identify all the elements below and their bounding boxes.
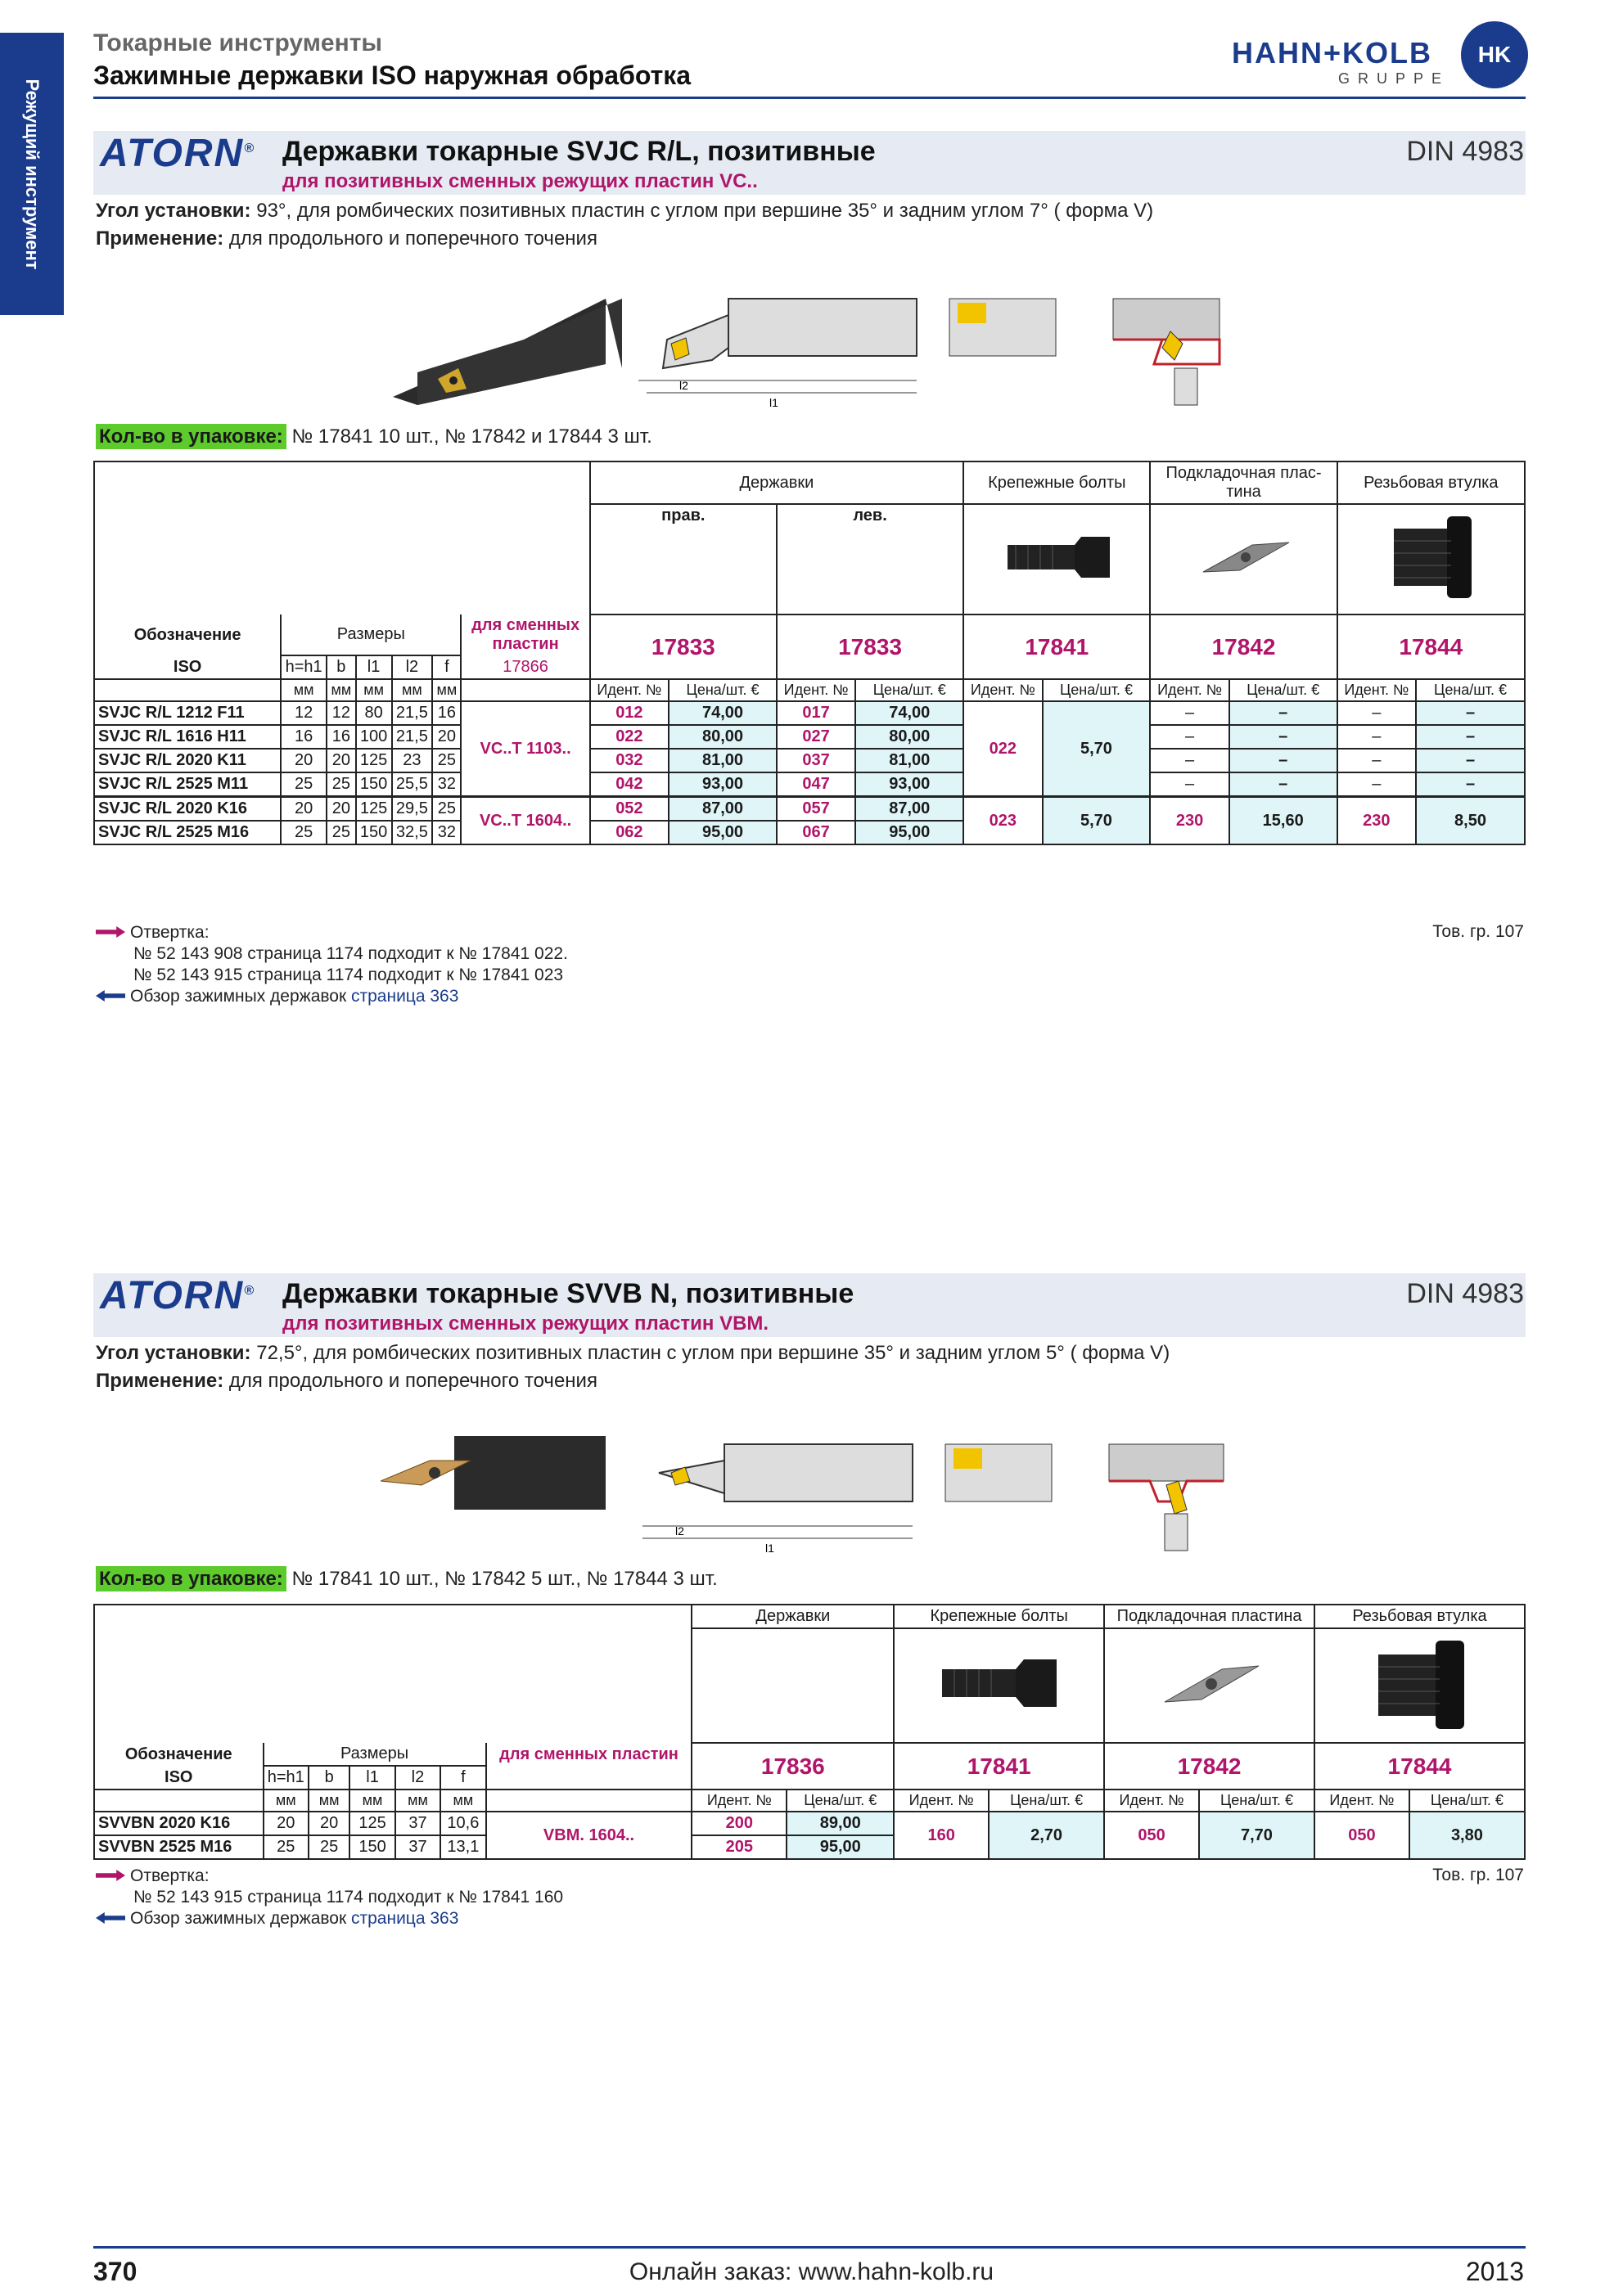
section2-subtitle: для позитивных сменных режущих пластин VBM. bbox=[282, 1312, 769, 1335]
hk-logo-icon: HK bbox=[1461, 21, 1528, 88]
bolt-b-id: 023 bbox=[963, 797, 1042, 845]
holders-left: лев. bbox=[777, 504, 963, 615]
atorn-logo: ATORN® bbox=[100, 132, 256, 175]
col-inserts: для сменных пластин bbox=[461, 615, 589, 655]
shim-price: 7,70 bbox=[1199, 1812, 1314, 1859]
footer-rule bbox=[93, 2246, 1526, 2249]
col-inserts: для сменных пластин bbox=[486, 1743, 692, 1766]
col-designation: Обозначение bbox=[94, 615, 281, 655]
hdr-price: Цена/шт. € bbox=[669, 679, 777, 701]
shim-image bbox=[1150, 504, 1337, 615]
svg-text:l1: l1 bbox=[765, 1542, 774, 1555]
section2-table: Державки Крепежные болты Подкладочная пластина Резьбовая втулка Обозначение Размеры для сменных пластин 17836 17841 17842 17844 ISO h=h1 b l1 l2 f мм мм мм мм мм Идент. № Цена/шт. € Идент. № Цена/шт. € Идент. № Цена/шт. € Идент. № Цена/шт. € SVVBN 2020 K16 20 20 125 37 10,6 VBM. 1604.. 200 89,00 160 2,70 050 7,70 050 3,80 SVVBN 2525 M16 25 25 150 37 13,1 205 95,00 bbox=[93, 1604, 1526, 1860]
group-shim: Подкладочная плас-тина bbox=[1150, 461, 1337, 504]
dim-l1: l1 bbox=[349, 1766, 394, 1790]
arrow-left-icon bbox=[96, 1912, 125, 1924]
dim-h: h=h1 bbox=[281, 655, 327, 679]
group-bolts: Крепежные болты bbox=[963, 461, 1150, 504]
brand-gruppe: GRUPPE bbox=[1338, 70, 1450, 87]
shim-icon bbox=[1195, 533, 1293, 582]
section1-subtitle: для позитивных сменных режущих пластин VC.. bbox=[282, 170, 758, 192]
shim-b-price: 15,60 bbox=[1229, 797, 1337, 845]
num-shim: 17842 bbox=[1104, 1743, 1314, 1790]
section1-drawings bbox=[385, 290, 1244, 413]
shim-image bbox=[1104, 1628, 1314, 1743]
dim-h: h=h1 bbox=[264, 1766, 309, 1790]
brand-logo-text: HAHN+KOLB bbox=[1232, 36, 1433, 70]
svg-text:l2: l2 bbox=[675, 1524, 684, 1537]
svg-text:l1: l1 bbox=[769, 396, 778, 409]
overview-link[interactable]: страница 363 bbox=[351, 987, 459, 1006]
dim-l2: l2 bbox=[395, 1766, 440, 1790]
col-iso: ISO bbox=[94, 1766, 264, 1790]
group-shim: Подкладочная пластина bbox=[1104, 1605, 1314, 1628]
bolt-price: 2,70 bbox=[989, 1812, 1104, 1859]
table-row: SVJC R/L 2525 M16 25 25 150 32,5 32 062 95,00 067 95,00 bbox=[94, 821, 1525, 844]
section2-tovgr: Тов. гр. 107 bbox=[1432, 1866, 1524, 1884]
side-tab bbox=[0, 33, 64, 315]
bolt-b-price: 5,70 bbox=[1043, 797, 1151, 845]
section2-angle: Угол установки: 72,5°, для ромбических позитивных пластин с углом при вершине 35° и задним углом 5° ( форма V) bbox=[96, 1342, 1170, 1364]
arrow-left-icon bbox=[96, 990, 125, 1002]
hdr-ident: Идент. № bbox=[590, 679, 669, 701]
section1-din: DIN 4983 bbox=[1406, 136, 1524, 167]
num-sleeve: 17844 bbox=[1337, 615, 1525, 679]
sleeve-id: 050 bbox=[1314, 1812, 1409, 1859]
section1-pack: Кол-во в упаковке: № 17841 10 шт., № 17842 и 17844 3 шт. bbox=[96, 425, 652, 448]
shim-b-id: 230 bbox=[1150, 797, 1229, 845]
col-designation: Обозначение bbox=[94, 1743, 264, 1766]
insert-a: VC..T 1103.. bbox=[461, 701, 589, 797]
table-row: SVVBN 2525 M16 25 25 150 37 13,1 205 95,00 bbox=[94, 1835, 1525, 1859]
section1-angle: Угол установки: 93°, для ромбических позитивных пластин с углом при вершине 35° и задним углом 7° ( форма V) bbox=[96, 200, 1154, 222]
dim-f: f bbox=[440, 1766, 485, 1790]
num-sleeve: 17844 bbox=[1314, 1743, 1525, 1790]
table-row: SVJC R/L 2020 K16 20 20 125 29,5 25 VC..T 1604.. 052 87,00 057 87,00 023 5,70 230 15,60 230 8,50 bbox=[94, 797, 1525, 822]
arrow-right-icon bbox=[96, 1870, 125, 1881]
num-holders-left: 17833 bbox=[777, 615, 963, 679]
bolt-id: 160 bbox=[894, 1812, 989, 1859]
page-number: 370 bbox=[93, 2257, 138, 2286]
dim-l2: l2 bbox=[392, 655, 433, 679]
dim-f: f bbox=[432, 655, 461, 679]
group-sleeve: Резьбовая втулка bbox=[1314, 1605, 1525, 1628]
table-row: SVJC R/L 1212 F11 12 12 80 21,5 16 VC..T 1103.. 012 74,00 017 74,00 022 5,70 – – – – bbox=[94, 701, 1525, 725]
num-bolts: 17841 bbox=[963, 615, 1150, 679]
section2-drawings bbox=[381, 1436, 1240, 1559]
sleeve-image bbox=[1337, 504, 1525, 615]
online-order: Онлайн заказ: www.hahn-kolb.ru bbox=[629, 2258, 994, 2285]
insert: VBM. 1604.. bbox=[486, 1812, 692, 1859]
bolt-icon bbox=[999, 533, 1114, 582]
section1-use: Применение: для продольного и поперечного точения bbox=[96, 227, 597, 250]
dim-l1: l1 bbox=[356, 655, 392, 679]
section2-use: Применение: для продольного и поперечного точения bbox=[96, 1370, 597, 1392]
table-row: SVVBN 2020 K16 20 20 125 37 10,6 VBM. 1604.. 200 89,00 160 2,70 050 7,70 050 3,80 bbox=[94, 1812, 1525, 1835]
col-iso: ISO bbox=[94, 655, 281, 679]
sleeve-icon bbox=[1362, 1634, 1476, 1732]
bolt-icon bbox=[934, 1654, 1065, 1712]
atorn-logo: ATORN® bbox=[100, 1274, 256, 1317]
col-dims: Размеры bbox=[264, 1743, 486, 1766]
arrow-right-icon bbox=[96, 926, 125, 938]
group-holders: Державки bbox=[590, 461, 963, 504]
section2-pack: Кол-во в упаковке: № 17841 10 шт., № 17842 5 шт., № 17844 3 шт. bbox=[96, 1568, 718, 1591]
sleeve-image bbox=[1314, 1628, 1525, 1743]
page-title: Зажимные державки ISO наружная обработка bbox=[93, 61, 692, 90]
shim-id: 050 bbox=[1104, 1812, 1199, 1859]
section1-title: Державки токарные SVJC R/L, позитивные bbox=[282, 136, 876, 167]
holders-right: прав. bbox=[590, 504, 777, 615]
group-holders: Державки bbox=[692, 1605, 894, 1628]
side-tab-label: Режущий инструмент bbox=[22, 78, 43, 270]
group-bolts: Крепежные болты bbox=[894, 1605, 1104, 1628]
section1-notes: Отвертка: № 52 143 908 страница 1174 подходит к № 17841 022. № 52 143 915 страница 1174 подходит к № 17841 023 Обзор зажимных державок страница 363 bbox=[96, 922, 568, 1007]
inserts-no: 17866 bbox=[461, 655, 589, 679]
section2-din: DIN 4983 bbox=[1406, 1278, 1524, 1309]
category-title: Токарные инструменты bbox=[93, 29, 383, 56]
col-dims: Размеры bbox=[281, 615, 461, 655]
num-shim: 17842 bbox=[1150, 615, 1337, 679]
shim-icon bbox=[1152, 1654, 1267, 1712]
dim-b: b bbox=[327, 655, 356, 679]
bolt-a-price: 5,70 bbox=[1043, 701, 1151, 797]
section1-table: Державки Крепежные болты Подкладочная плас-тина Резьбовая втулка прав. лев. Обозначение Размеры для сменных пластин 17833 17833 17841 17842 17844 ISO h=h1 b l1 l2 f 17866 мм мм мм мм мм Идент. № Цена/шт. € Идент. № Цена/шт. € Идент. № Цена/шт. € Идент. № Цена/шт. € Идент. № Цена/шт. € SVJC R/L 1212 F11 12 12 80 21,5 16 VC..T 1103.. 012 74,00 017 74,00 022 5,70 – – – – SVJC R/L 1616 H11 16 16 100 21,5 20 022 80,00 027 80,00 – – – – SVJC R/L 2020 K11 20 20 125 23 25 032 81,00 037 81,00 – – – – SVJC R/L 2525 M11 25 25 150 25,5 32 042 93,00 047 93,00 – – – – SVJC R/L 2020 K16 20 20 125 29,5 25 VC..T 1604.. 052 87,00 057 87,00 023 5,70 230 15,60 230 8,50 SVJC R/L 2525 M16 25 25 150 32,5 32 062 95,00 067 95,00 bbox=[93, 461, 1526, 845]
num-holders: 17836 bbox=[692, 1743, 894, 1790]
section2-title: Державки токарные SVVB N, позитивные bbox=[282, 1278, 854, 1309]
insert-b: VC..T 1604.. bbox=[461, 797, 589, 845]
bolt-a-id: 022 bbox=[963, 701, 1042, 797]
table-row: SVJC R/L 2020 K11 20 20 125 23 25 032 81,00 037 81,00 – – – – bbox=[94, 749, 1525, 772]
num-bolts: 17841 bbox=[894, 1743, 1104, 1790]
group-sleeve: Резьбовая втулка bbox=[1337, 461, 1525, 504]
sleeve-b-id: 230 bbox=[1337, 797, 1416, 845]
header-rule bbox=[93, 97, 1526, 99]
sleeve-b-price: 8,50 bbox=[1416, 797, 1525, 845]
table-row: SVJC R/L 2525 M11 25 25 150 25,5 32 042 93,00 047 93,00 – – – – bbox=[94, 772, 1525, 797]
bolt-image bbox=[963, 504, 1150, 615]
bolt-image bbox=[894, 1628, 1104, 1743]
sleeve-icon bbox=[1382, 512, 1480, 602]
svg-text:l2: l2 bbox=[679, 379, 688, 392]
table-row: SVJC R/L 1616 H11 16 16 100 21,5 20 022 80,00 027 80,00 – – – – bbox=[94, 725, 1525, 749]
year: 2013 bbox=[1465, 2257, 1524, 2286]
overview-link[interactable]: страница 363 bbox=[351, 1909, 459, 1928]
dim-b: b bbox=[309, 1766, 349, 1790]
num-holders-right: 17833 bbox=[590, 615, 777, 679]
section1-tovgr: Тов. гр. 107 bbox=[1432, 922, 1524, 941]
section2-notes: Отвертка: № 52 143 915 страница 1174 подходит к № 17841 160 Обзор зажимных державок страница 363 bbox=[96, 1866, 563, 1929]
sleeve-price: 3,80 bbox=[1409, 1812, 1525, 1859]
